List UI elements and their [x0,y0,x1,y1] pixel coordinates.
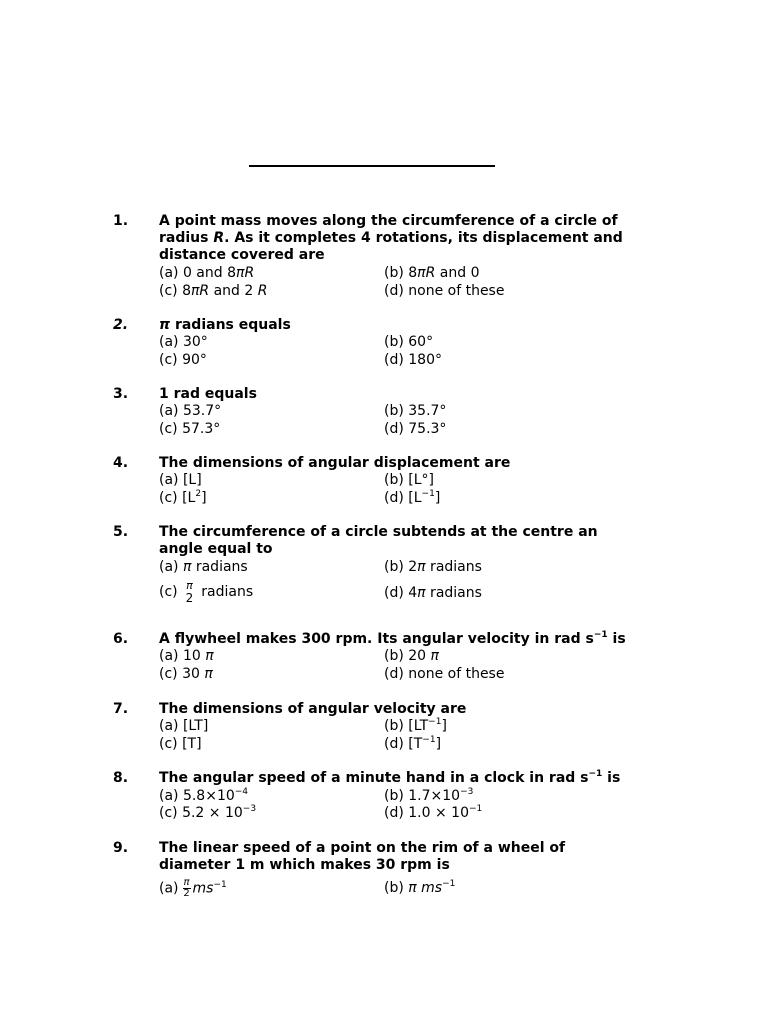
option-a: (a) 0 and 8πR [159,265,255,281]
option-c: (c) 57.3° [159,421,221,437]
question-number: 7. [113,701,129,717]
question-number: 1. [113,213,129,229]
option-d: (d) 180° [384,352,442,368]
question-stem: π radians equals [159,317,291,333]
option-d: (d) none of these [384,666,505,682]
question-stem: 1 rad equals [159,386,257,402]
option-d: (d) $[L^{-1}]$ [384,489,441,506]
question-stem: The dimensions of angular displacement are [159,455,511,471]
question-number: 9. [113,840,129,856]
question-stem: A point mass moves along the circumference of a circle of radius R. As it completes 4 rotations, its displacement and distance covered are [159,213,623,263]
option-a: (a) 30° [159,334,208,350]
option-d: (d) 4π radians [384,585,482,601]
question-number: 6. [113,631,129,647]
question-number: 2. [113,317,129,333]
option-a: (a) [LT] [159,718,209,734]
question-stem: The angular speed of a minute hand in a clock in rad $s^{-1}$ is [159,769,621,786]
question-stem: The linear speed of a point on the rim of a wheel of diameter 1 m which makes 30 rpm is [159,840,566,873]
question-number: 8. [113,770,129,786]
option-b: (b) 35.7° [384,403,447,419]
option-b: (b) 8πR and 0 [384,265,480,281]
option-d: (d) none of these [384,283,505,299]
option-a: (a) π radians [159,559,248,575]
option-c: (c) π 2 radians [159,579,254,605]
option-b: (b) 60° [384,334,434,350]
option-b: (b) π $ms^{-1}$ [384,879,456,896]
option-c: (c) 30 π [159,666,213,682]
question-stem: The circumference of a circle subtends at the centre an angle equal to [159,524,598,557]
option-b: (b) 2π radians [384,559,482,575]
option-d: (d) 75.3° [384,421,447,437]
option-b: (b) [L°] [384,472,434,488]
option-a: (a) 10 π [159,648,214,664]
option-c: (c) $[L^2]$ [159,489,207,506]
option-b: (b) $[LT^{-1}]$ [384,717,447,734]
fraction: $\frac{\pi}{2}$ [183,877,190,899]
option-c: (c) [T] [159,736,202,752]
option-c: (c) 90° [159,352,207,368]
option-b: (b) $1.7\times 10^{-3}$ [384,787,474,804]
option-d: (d) $[T^{-1}]$ [384,735,442,752]
question-number: 5. [113,524,129,540]
option-a: (a) $\frac{\pi}{2}$ $ms^{-1}$ [159,877,227,899]
title-underline [249,165,495,167]
question-number: 4. [113,455,129,471]
option-a: (a) 53.7° [159,403,222,419]
fraction: π 2 [185,579,194,605]
option-c: (c) 8πR and 2 R [159,283,268,299]
option-a: (a) $5.8\times 10^{-4}$ [159,787,249,804]
pi-symbol: π [159,317,171,333]
option-a: (a) [L] [159,472,202,488]
question-stem: The dimensions of angular velocity are [159,701,467,717]
question-stem: A flywheel makes 300 rpm. Its angular velocity in rad $s^{-1}$ is [159,630,626,647]
question-number: 3. [113,386,129,402]
option-c: (c) $5.2 \times 10^{-3}$ [159,804,257,821]
option-d: (d) $1.0 \times 10^{-1}$ [384,804,483,821]
option-b: (b) 20 π [384,648,439,664]
